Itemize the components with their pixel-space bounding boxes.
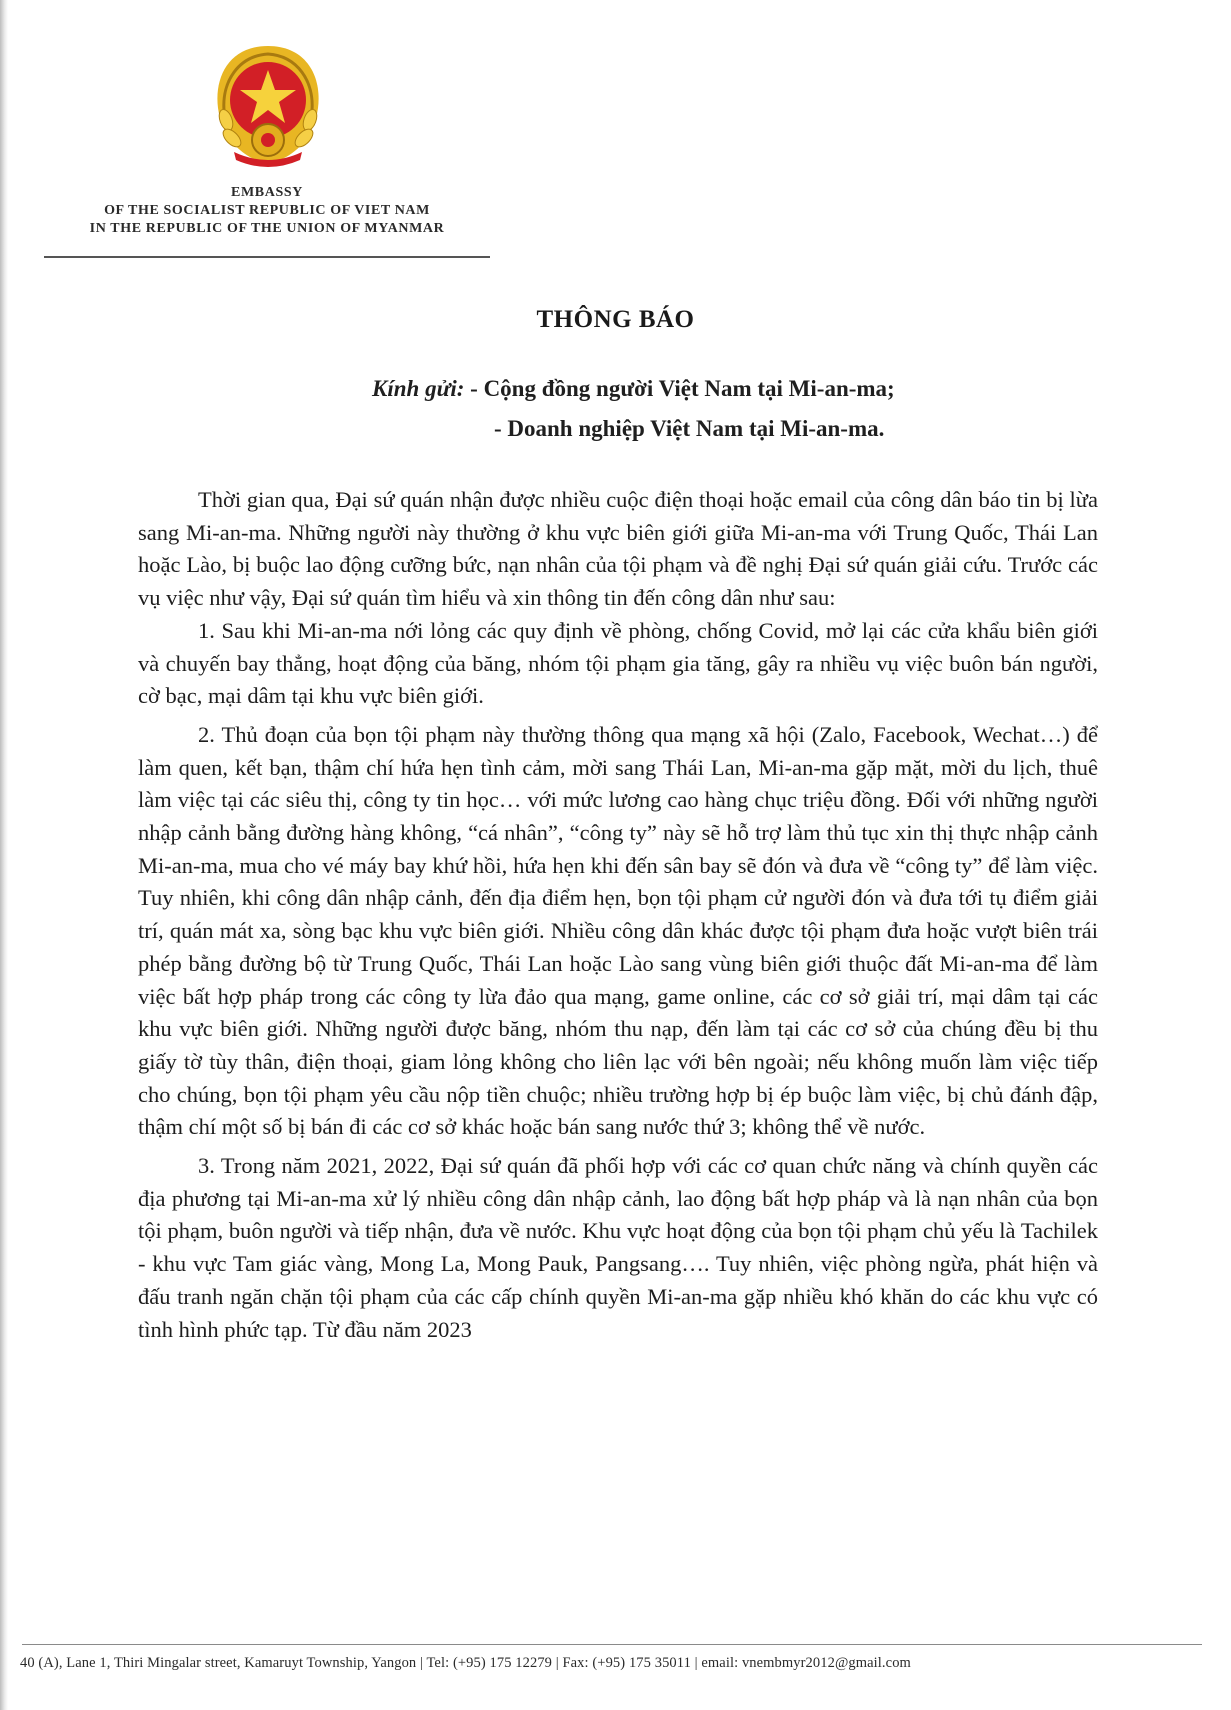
recipient-enterprises: - Doanh nghiệp Việt Nam tại Mi-an-ma.	[494, 416, 885, 441]
document-body	[138, 484, 1098, 1346]
org-line-country: OF THE SOCIALIST REPUBLIC OF VIET NAM	[104, 203, 430, 218]
footer-divider	[22, 1644, 1202, 1645]
paragraph-3: 3. Trong năm 2021, 2022, Đại sứ quán đã phối hợp với các cơ quan chức năng và chính quyền các địa phương tại Mi-an-ma xử lý nhiều công dân nhập cảnh, lao động bất hợp pháp và là nạn nhân của bọn tội phạm, buôn người và tiếp nhận, đưa về nước. Khu vực hoạt động của bọn tội phạm chủ yếu là Tachilek - khu vực Tam giác vàng, Mong La, Mong Pauk, Pangsang…. Tuy nhiên, việc phòng ngừa, phát hiện và đấu tranh ngăn chặn tội phạm của các cấp chính quyền Mi-an-ma gặp nhiều khó khăn do các khu vực có tình hình phức tạp. Từ đầu năm 2023	[138, 1153, 1098, 1342]
recipients-line-2	[494, 416, 884, 442]
paragraph-1: 1. Sau khi Mi-an-ma nới lỏng các quy định về phòng, chống Covid, mở lại các cửa khẩu biên giới và chuyến bay thẳng, hoạt động của băng, nhóm tội phạm gia tăng, gây ra nhiều vụ việc buôn bán người, cờ bạc, mại dâm tại khu vực biên giới.	[138, 617, 1098, 709]
recipients-line-1	[372, 376, 895, 402]
recipients-label: Kính gửi:	[372, 376, 465, 401]
org-line-host-country: IN THE REPUBLIC OF THE UNION OF MYANMAR	[89, 221, 445, 236]
paragraph-2: 2. Thủ đoạn của bọn tội phạm này thường thông qua mạng xã hội (Zalo, Facebook, Wechat…) để làm quen, kết bạn, thậm chí hứa hẹn tình cảm, mời sang Thái Lan, Mi-an-ma gặp mặt, mời du lịch, thuê làm việc tại các siêu thị, công ty tin học… với mức lương cao hàng chục triệu đồng. Đối với những người nhập cảnh bằng đường hàng không, “cá nhân”, “công ty” này sẽ hỗ trợ làm thủ tục xin thị thực nhập cảnh Mi-an-ma, mua cho vé máy bay khứ hồi, hứa hẹn khi đến sân bay sẽ đón và đưa về “công ty” để làm việc. Tuy nhiên, khi công dân nhập cảnh, đến địa điểm hẹn, bọn tội phạm cử người đón và đưa tới tụ điểm giải trí, quán mát xa, sòng bạc khu vực biên giới. Nhiều công dân khác được tội phạm đưa hoặc vượt biên trái phép bằng đường bộ từ Trung Quốc, Thái Lan hoặc Lào sang vùng biên giới thuộc đất Mi-an-ma để làm việc bất hợp pháp trong các công ty lừa đảo qua mạng, game online, các cơ sở giải trí, mại dâm tại các khu vực biên giới. Những người được băng, nhóm thu nạp, đến làm tại các cơ sở của chúng đều bị thu giấy tờ tùy thân, điện thoại, giam lỏng không cho liên lạc với bên ngoài; nếu không muốn làm việc tiếp cho chúng, bọn tội phạm yêu cầu nộp tiền chuộc; nhiều trường hợp bị ép buộc làm việc, bị chủ đánh đập, thậm chí một số bị bán đi các cơ sở khác hoặc bán sang nước thứ 3; không thể về nước.	[138, 721, 1098, 1140]
document-title: THÔNG BÁO	[536, 306, 695, 333]
letterhead-organization	[44, 184, 490, 238]
vietnam-national-emblem-icon	[208, 42, 328, 168]
letterhead-underline	[44, 256, 490, 258]
paragraph-intro: Thời gian qua, Đại sứ quán nhận được nhiều cuộc điện thoại hoặc email của công dân báo tin bị lừa sang Mi-an-ma. Những người này thường ở khu vực biên giới giữa Mi-an-ma với Trung Quốc, Thái Lan hoặc Lào, bị buộc lao động cưỡng bức, nạn nhân của tội phạm và đề nghị Đại sứ quán giải cứu. Trước các vụ việc như vậy, Đại sứ quán tìm hiểu và xin thông tin đến công dân như sau:	[138, 487, 1098, 611]
recipient-community: - Cộng đồng người Việt Nam tại Mi-an-ma;	[470, 376, 895, 401]
page-shadow-edge	[0, 0, 8, 1710]
footer-contact-info: 40 (A), Lane 1, Thiri Mingalar street, Kamaruyt Township, Yangon | Tel: (+95) 175 12279 | Fax: (+95) 175 35011 | email: vnembmyr2012@gmail.com	[20, 1655, 911, 1671]
org-line-embassy: EMBASSY	[231, 185, 303, 200]
